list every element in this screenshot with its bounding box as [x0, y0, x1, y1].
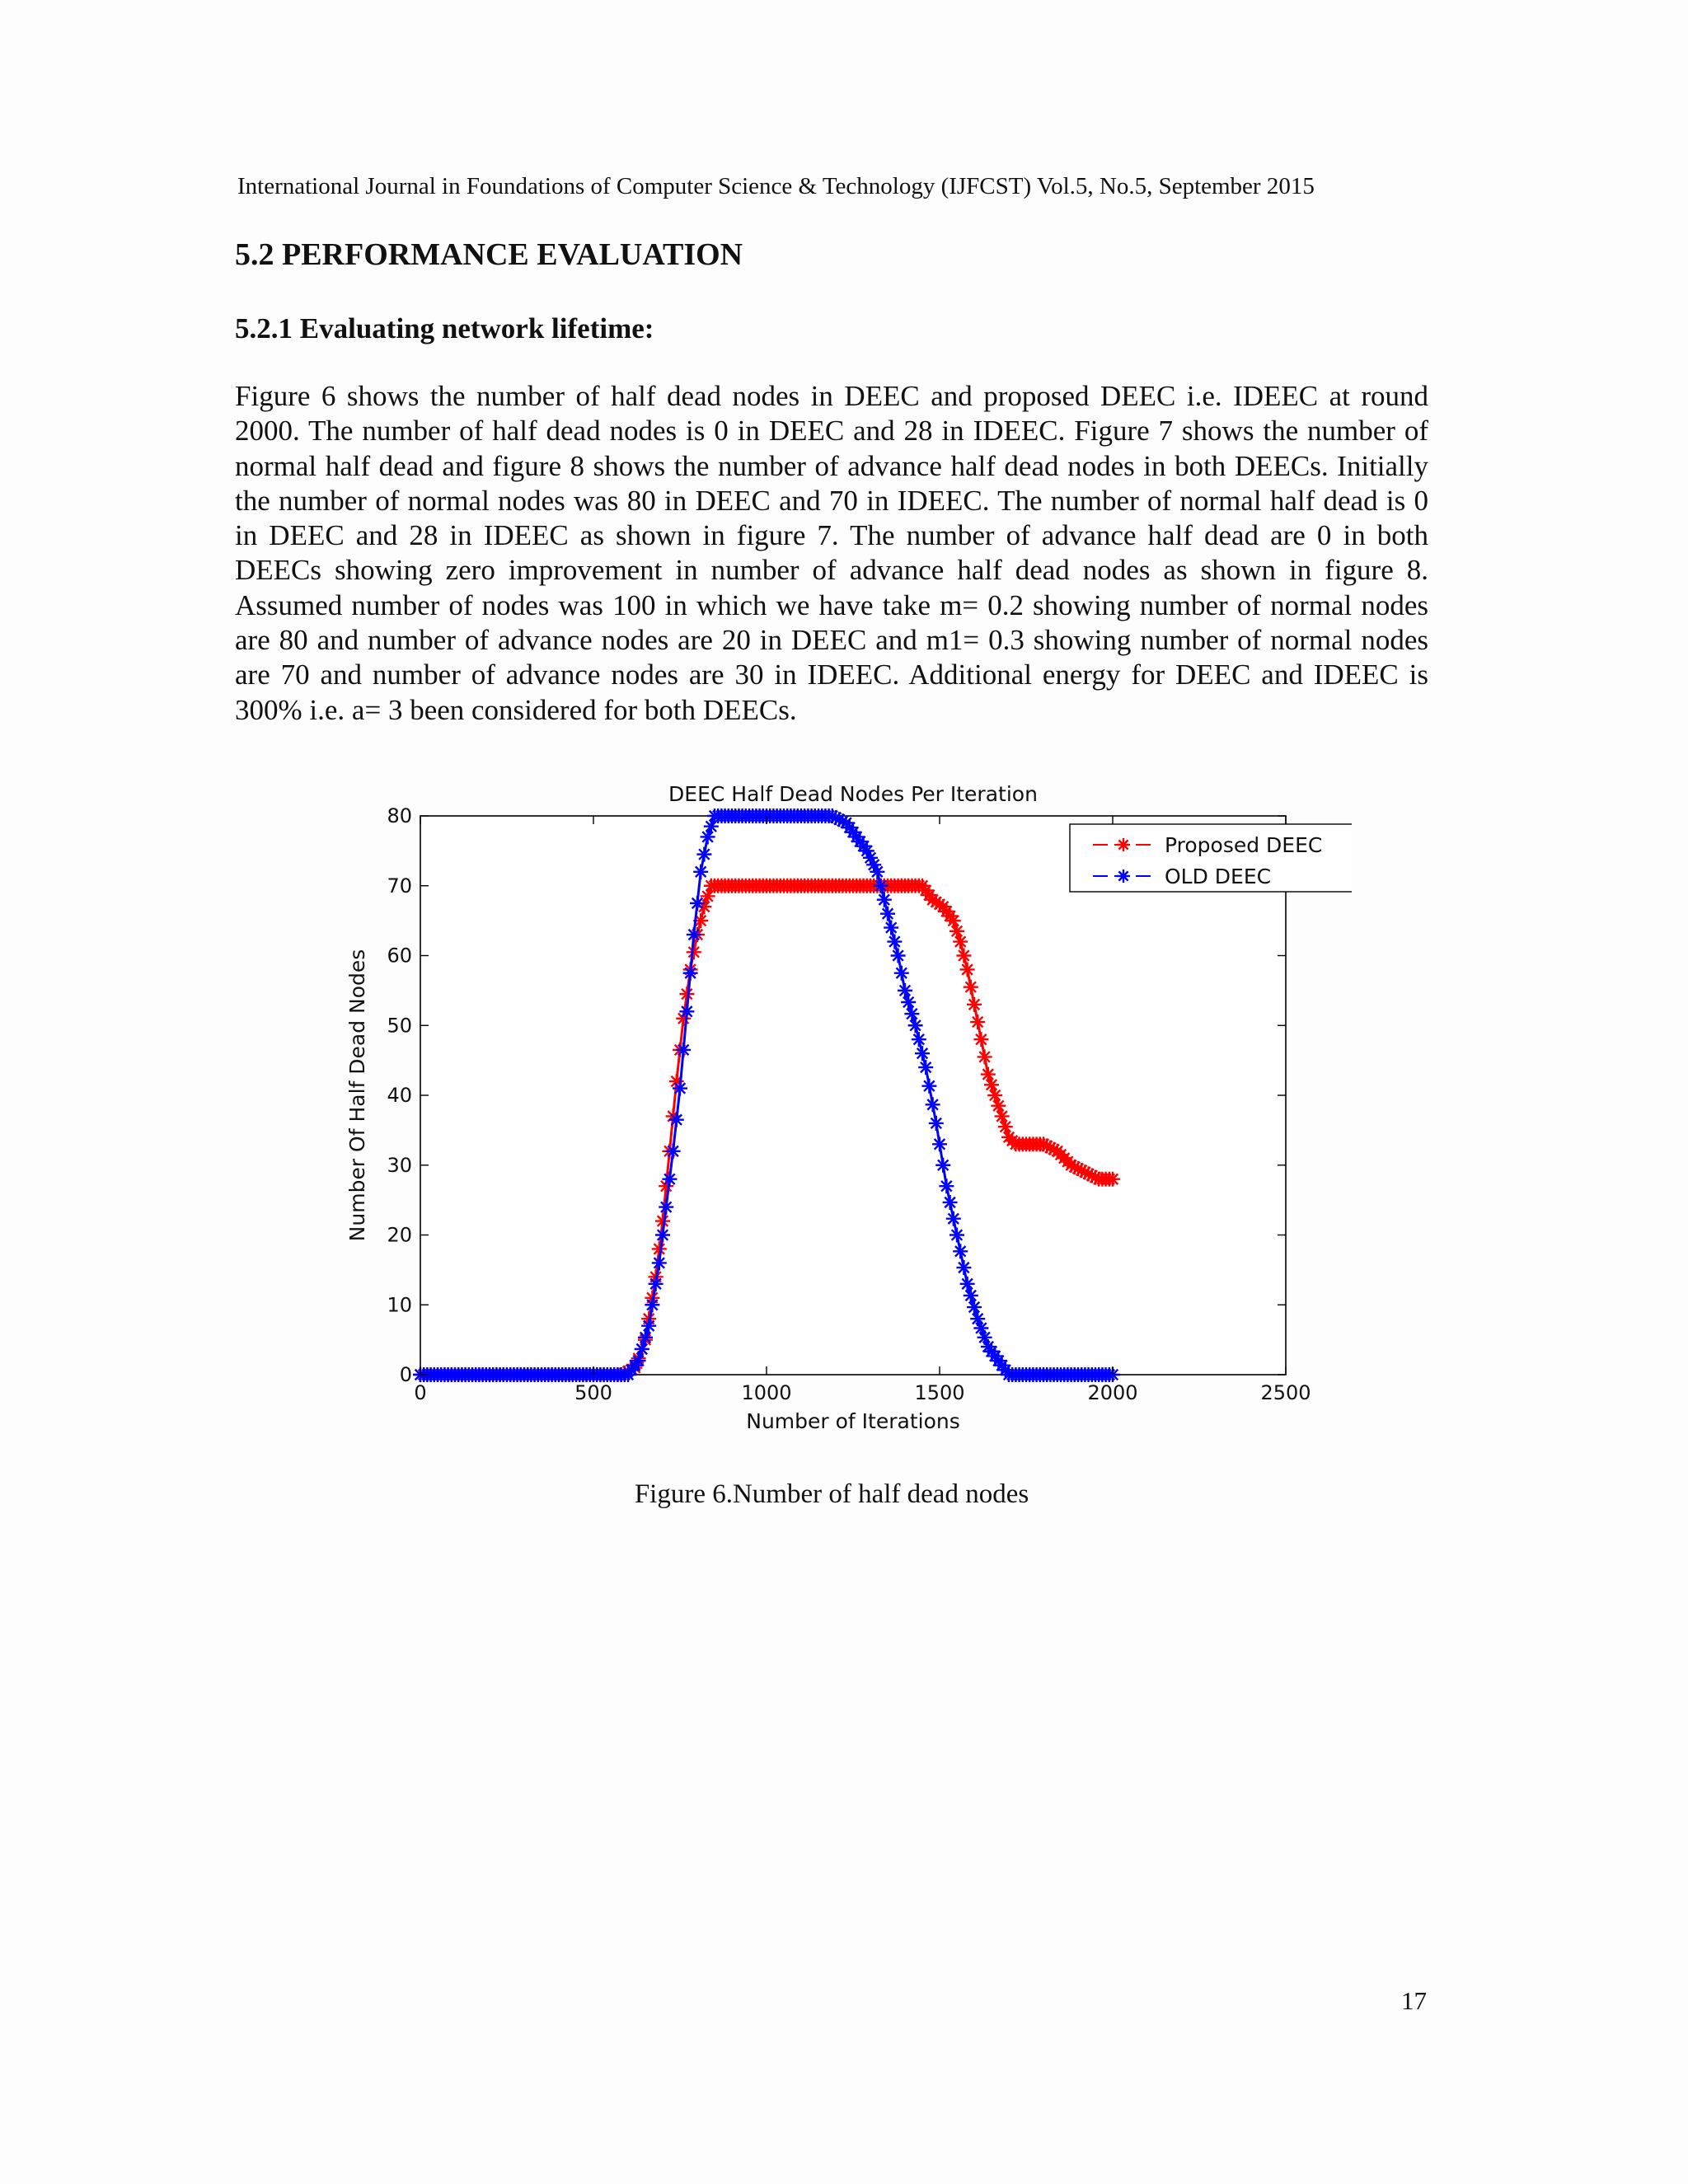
y-tick-label: 20: [387, 1223, 412, 1247]
y-tick-label: 80: [387, 804, 412, 827]
section-title: 5.2 PERFORMANCE EVALUATION: [235, 237, 743, 272]
x-tick-label: 0: [414, 1381, 427, 1404]
y-tick-label: 30: [387, 1153, 412, 1177]
x-tick-label: 2000: [1087, 1381, 1138, 1404]
page-number: 17: [1401, 1986, 1427, 2015]
figure-caption: Figure 6.Number of half dead nodes: [634, 1479, 1029, 1509]
journal-header: International Journal in Foundations of Computer Science & Technology (IJFCST) Vol.5, No.5, September 2015: [237, 173, 1315, 199]
half-dead-nodes-chart: [330, 766, 1352, 1451]
legend-label: Proposed DEEC: [1165, 833, 1323, 857]
y-tick-label: 50: [387, 1014, 412, 1038]
x-axis-label: Number of Iterations: [746, 1409, 960, 1433]
body-paragraph: Figure 6 shows the number of half dead nodes in DEEC and proposed DEEC i.e. IDEEC at round 2000. The number of half dead nodes is 0 in DEEC and 28 in IDEEC. Figure 7 shows the number of normal half dead and figure 8 shows the number of advance half dead nodes in both DEECs. Initially the number of normal nodes was 80 in DEEC and 70 in IDEEC. The number of normal half dead is 0 in DEEC and 28 in IDEEC as shown in figure 7. The number of advance half dead are 0 in both DEECs showing zero improvement in number of advance half dead nodes as shown in figure 8. Assumed number of nodes was 100 in which we have take m= 0.2 showing number of normal nodes are 80 and number of advance nodes are 20 in DEEC and m1= 0.3 showing number of normal nodes are 70 and number of advance nodes are 30 in IDEEC. Additional energy for DEEC and IDEEC is 300% i.e. a= 3 been considered for both DEECs.: [235, 380, 1428, 726]
y-axis-label: Number Of Half Dead Nodes: [345, 949, 369, 1242]
subsection-title: 5.2.1 Evaluating network lifetime:: [235, 312, 654, 344]
x-tick-label: 500: [574, 1381, 612, 1404]
legend-label: OLD DEEC: [1165, 865, 1272, 888]
y-tick-label: 10: [387, 1293, 412, 1317]
plot-area: [420, 816, 1286, 1375]
y-tick-label: 60: [387, 944, 412, 968]
legend-marker-icon: [1117, 869, 1130, 883]
x-tick-label: 1000: [741, 1381, 792, 1404]
y-tick-label: 40: [387, 1084, 412, 1107]
y-tick-label: 0: [399, 1363, 412, 1386]
y-tick-label: 70: [387, 874, 412, 898]
chart-title: DEEC Half Dead Nodes Per Iteration: [668, 782, 1038, 806]
legend-marker-icon: [1117, 838, 1130, 851]
x-tick-label: 1500: [914, 1381, 965, 1404]
x-tick-label: 2500: [1260, 1381, 1311, 1404]
figure-6: [330, 766, 1352, 1455]
